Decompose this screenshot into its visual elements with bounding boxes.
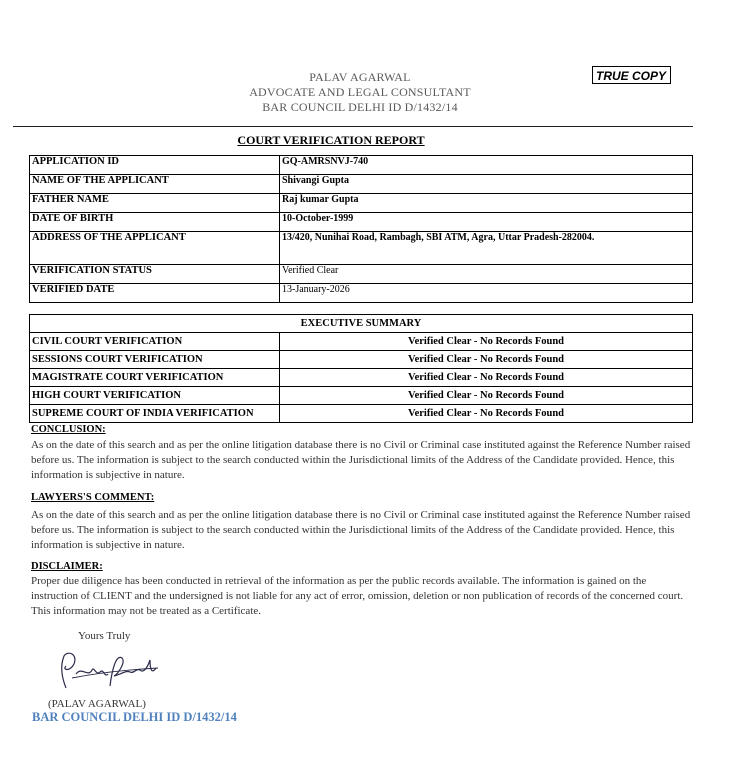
advocate-name: PALAV AGARWAL <box>309 70 411 84</box>
table-row <box>30 156 693 175</box>
true-copy-stamp: TRUE COPY <box>592 66 671 84</box>
table-row <box>30 175 693 194</box>
court-result: Verified Clear - No Records Found <box>280 369 693 387</box>
row-label: APPLICATION ID <box>30 156 280 175</box>
table-row <box>30 284 693 303</box>
lawyers-comment-heading: LAWYERS'S COMMENT: <box>31 492 155 503</box>
court-result: Verified Clear - No Records Found <box>280 351 693 369</box>
father-name-value: Raj kumar Gupta <box>280 194 693 213</box>
table-row <box>30 265 693 284</box>
court-result: Verified Clear - No Records Found <box>280 333 693 351</box>
signatory-name: (PALAV AGARWAL) <box>48 698 146 710</box>
row-label: VERIFICATION STATUS <box>30 265 280 284</box>
court-label: SESSIONS COURT VERIFICATION <box>30 351 280 369</box>
verification-status-value: Verified Clear <box>280 265 693 284</box>
applicant-name-value: Shivangi Gupta <box>280 175 693 194</box>
report-title: COURT VERIFICATION REPORT <box>237 133 425 147</box>
court-result: Verified Clear - No Records Found <box>280 387 693 405</box>
verified-date-value: 13-January-2026 <box>280 284 693 303</box>
conclusion-text: As on the date of this search and as per the online litigation database there is no Civil or Criminal case instituted against the Reference Number raised before us. The information is subject to the search conducted within the Jurisdictional limits of the Address of the Candidate provided. Hence, this information is subjective in nature. <box>31 439 691 481</box>
table-row <box>30 369 693 387</box>
court-label: MAGISTRATE COURT VERIFICATION <box>30 369 280 387</box>
table-row <box>30 405 693 423</box>
executive-summary-table <box>29 314 693 423</box>
table-row <box>30 213 693 232</box>
lawyers-comment-text: As on the date of this search and as per the online litigation database there is no Civil or Criminal case instituted against the Reference Number raised before us. The information is subject to the search conducted within the Jurisdictional limits of the Address of the Candidate provided. Hence, this information is subjective in nature. <box>31 509 691 551</box>
signature-image <box>52 648 162 694</box>
application-id-value: GQ-AMRSNVJ-740 <box>280 156 693 175</box>
disclaimer-text: Proper due diligence has been conducted in retrieval of the information as per the public records available. The information is gained on the instruction of CLIENT and the undersigned is not liable for any act of error, omission, deletion or non publication of records of the concerned court. This information may not be treated as a Certificate. <box>31 575 684 617</box>
row-label: VERIFIED DATE <box>30 284 280 303</box>
advocate-bar-id: BAR COUNCIL DELHI ID D/1432/14 <box>262 100 458 114</box>
court-result: Verified Clear - No Records Found <box>280 405 693 423</box>
signatory-bar-id: BAR COUNCIL DELHI ID D/1432/14 <box>32 710 237 724</box>
row-label: FATHER NAME <box>30 194 280 213</box>
applicant-details-table <box>29 155 693 303</box>
row-label: DATE OF BIRTH <box>30 213 280 232</box>
address-value: 13/420, Nunihai Road, Rambagh, SBI ATM, Agra, Uttar Pradesh-282004. <box>280 232 693 265</box>
table-row <box>30 387 693 405</box>
row-label: NAME OF THE APPLICANT <box>30 175 280 194</box>
table-row <box>30 333 693 351</box>
summary-title: EXECUTIVE SUMMARY <box>30 315 693 333</box>
court-label: HIGH COURT VERIFICATION <box>30 387 280 405</box>
advocate-designation: ADVOCATE AND LEGAL CONSULTANT <box>249 85 471 99</box>
table-header-row <box>30 315 693 333</box>
table-row <box>30 194 693 213</box>
row-label: ADDRESS OF THE APPLICANT <box>30 232 280 265</box>
dob-value: 10-October-1999 <box>280 213 693 232</box>
table-row <box>30 351 693 369</box>
closing-text: Yours Truly <box>78 630 131 642</box>
conclusion-heading: CONCLUSION: <box>31 424 106 435</box>
table-row <box>30 232 693 265</box>
header-divider <box>13 126 693 127</box>
disclaimer-heading: DISCLAIMER: <box>31 561 103 572</box>
court-label: SUPREME COURT OF INDIA VERIFICATION <box>30 405 280 423</box>
court-label: CIVIL COURT VERIFICATION <box>30 333 280 351</box>
